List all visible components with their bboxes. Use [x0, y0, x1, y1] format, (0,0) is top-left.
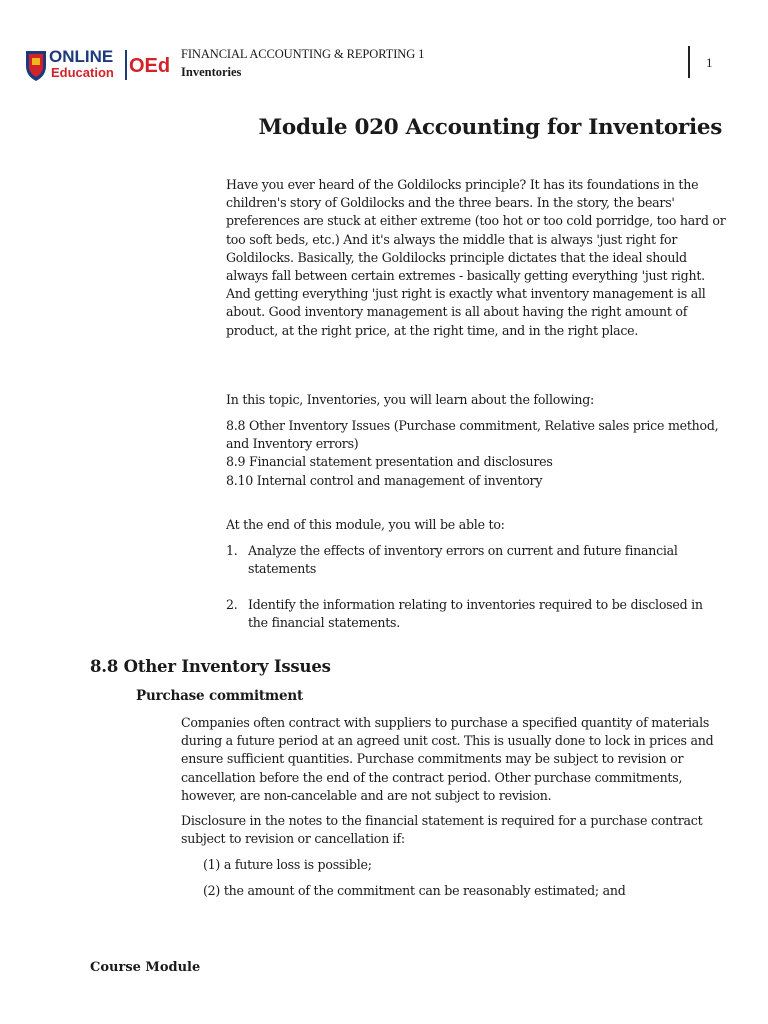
- header-topic: Inventories: [181, 65, 242, 79]
- topic-item: 8.8 Other Inventory Issues (Purchase commitment, Relative sales price method, and Inventory errors): [226, 418, 719, 452]
- outcome-text: Identify the information relating to inventories required to be disclosed in the financial statements.: [248, 597, 703, 631]
- module-title: Module 020 Accounting for Inventories: [258, 115, 722, 140]
- purchase-commitment-paragraph: Companies often contract with suppliers to purchase a specified quantity of materials during a future period at an agreed unit cost. This is usually done to lock in prices and ensure sufficient quantities. Purchase commitments may be subject to revision or cancellation before the end of the contract period. Other purchase commitments, however, are non-cancelable and are not subject to revision.: [181, 715, 714, 803]
- logo-word-online: ONLINE: [49, 47, 114, 66]
- outcome-text: Analyze the effects of inventory errors on current and future financial statements: [248, 543, 678, 577]
- header-course-title: FINANCIAL ACCOUNTING & REPORTING 1: [181, 47, 425, 61]
- section-heading: 8.8 Other Inventory Issues: [90, 657, 331, 676]
- outcome-item: [226, 542, 726, 578]
- intro-paragraph: Have you ever heard of the Goldilocks principle? It has its foundations in the children's story of Goldilocks and the three bears. In the story, the bears' preferences are stuck at either extreme (too hot or too cold porridge, too hard or too soft beds, etc.) And it's always the middle that is always 'just right for Goldilocks. Basically, the Goldilocks principle dictates that the ideal should always fall between certain extremes - basically getting everything 'just right. And getting everything 'just right is exactly what inventory management is all about. Good inventory management is all about having the right amount of product, at the right price, at the right time, and in the right place.: [226, 177, 726, 338]
- outcome-number: 2.: [226, 597, 238, 612]
- logo-abbrev: OEd: [129, 55, 171, 77]
- disclosure-paragraph: Disclosure in the notes to the financial statement is required for a purchase contract subject to revision or cancellation if:: [181, 813, 703, 847]
- logo-graphic: [24, 44, 174, 84]
- page-number: 1: [706, 55, 713, 70]
- subsection-heading: Purchase commitment: [136, 688, 304, 704]
- footer-label: Course Module: [90, 960, 201, 975]
- online-education-logo: [24, 44, 174, 84]
- outcome-number: 1.: [226, 543, 238, 558]
- condition-item: (2) the amount of the commitment can be reasonably estimated; and: [203, 883, 626, 898]
- header-divider: [688, 46, 690, 78]
- outcome-item: [226, 596, 726, 632]
- condition-item: (1) a future loss is possible;: [203, 857, 372, 872]
- logo-word-education: Education: [51, 65, 114, 80]
- topics-lead: In this topic, Inventories, you will learn about the following:: [226, 392, 595, 407]
- topics-list: [226, 417, 726, 490]
- topic-item: 8.10 Internal control and management of inventory: [226, 472, 543, 488]
- outcomes-lead: At the end of this module, you will be able to:: [226, 517, 505, 532]
- topic-item: 8.9 Financial statement presentation and disclosures: [226, 454, 553, 470]
